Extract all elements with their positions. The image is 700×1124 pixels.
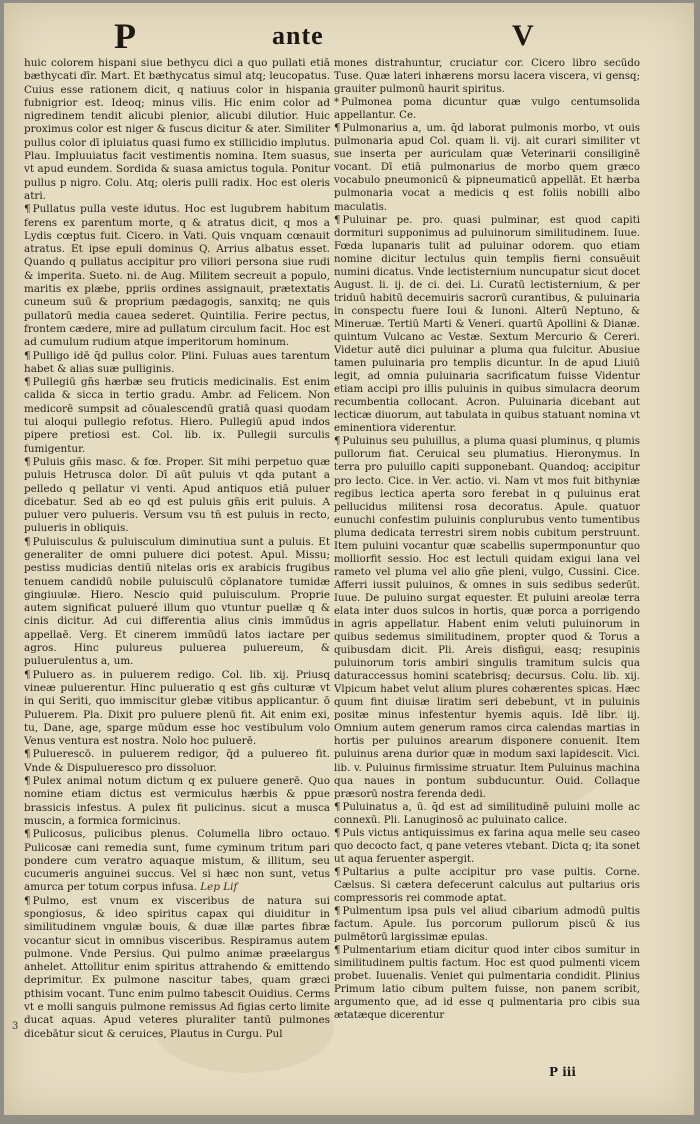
asterisk-icon: * [334,97,340,109]
handwritten-annotation: Lep Lif [200,881,238,894]
pilcrow-icon: ¶ [334,945,341,957]
entry-paragraph: ¶ Puluinatus a, ū. q̄d est ad similitudinē puluini molle ac connexū. Pli. Lanuginosō ac puluinato calice. [334,801,640,826]
header-letter-left: P [114,16,136,56]
pilcrow-icon: ¶ [24,349,31,362]
left-column [24,57,330,1041]
pilcrow-icon: ¶ [24,535,31,548]
entry-paragraph: ¶ Pulmonarius a, um. q̄d laborat pulmonis morbo, vt ouis pulmonaria apud Col. quam li. vij. ait curari similiter vt sue inserta per auriculam quæ Veterinarii consiliginē vocant. Dī etiā pulmonarius de morbo quem græco vocabulo pneumonicū & pipneumaticū appellāt. Et hærba pulmonaria vocat a medicis q est foliis nobilli albo maculatis. [334,123,640,213]
entry-paragraph: ¶ Pulicosus, pulicibus plenus. Columella libro octauo. Pulicosæ cani remedia sunt, fume cyminum tritum pari pondere cum veratro aquaque mistum, & illitum, seu cucumeris anguinei succus. Vel si hæc non sunt, vetus amurca per totum corpus infusa. Lep Lif [24,828,330,894]
header-word: ante [272,21,324,50]
entry-paragraph: ¶ Pultarius a pulte accipitur pro vase pultis. Corne. Cælsus. Si cætera defecerunt calculus aut pultarius oris compressoris rei commode aptat. [334,866,640,904]
pilcrow-icon: ¶ [24,748,31,761]
entry-paragraph: * Pulmonea poma dicuntur quæ vulgo centumsolida appellantur. Ce. [334,97,640,122]
entry-paragraph: ¶ Pulligo idē q̄d pullus color. Plini. Fuluas aues tarentum habet & alias suæ pulliginis. [24,349,330,375]
running-header [4,15,694,57]
pilcrow-icon: ¶ [24,894,31,907]
entry-paragraph: ¶ Pulmentum ipsa puls vel aliud cibarium admodū pultis factum. Apule. Ius porcorum pullorum piscū & ius pulmētorū largissimæ epulas. [334,906,640,944]
pilcrow-icon: ¶ [24,828,31,841]
pilcrow-icon: ¶ [24,668,31,681]
pilcrow-icon: ¶ [24,455,31,468]
pilcrow-icon: ¶ [334,801,341,813]
entry-paragraph: ¶ Puluis gn̄is masc. & fœ. Proper. Sit mihi perpetuo quæ puluis Hetrusca dolor. Dī aūt puluis vt qda putant a pelledo q pellatur vi venti. Apud antiquos etiā puluer dicebatur. Sed ab eo qd est puluis gn̄is erit puluis. A puluer vero pulueris. Versum vsu tn̄ est puluis in recto, pulueris in obliquis. [24,455,330,535]
entry-paragraph: ¶ Pulmo, est vnum ex visceribus de natura sui spongiosus, & ideo spiritus capax qui diuiditur in similitudinem vngulæ bouis, & duæ illæ partes fibræ vocantur sicut in omnibus visceribus. Respiramus autem pulmone. Vnde Persius. Qui pulmo animæ præelargus anhelet. Attollitur enim spiritus attrahendo & emittendo deprimitur. Ex pulmone nascitur tabes, quam græci pthisim vocant. Tunc enim pulmo tabescit Ouidius. Cerms vt e molli sanguis pulmone remissus Ad figias certo limite ducat aquas. Apud veteres pluraliter tantū pulmones dicebātur sicut & ceruices, Plautus in Curgu. Pul [24,894,330,1040]
entry-paragraph: ¶ Puluinar pe. pro. quasi pulminar, est quod capiti dormituri supponimus ad puluinorum similitudinem. Iuue. Fœda lupanaris tulit ad puluinar odorem. quo etiam nomine dicitur lectulus quin templis fierni consuēuit numini dicatus. Vnde lectisternium nuncupatur sicut docet August. li. ij. de ci. dei. Li. Curatū lectisternium, & per triduū habitū decemuiris sacrorū curantibus, & puluinaria in conspectu fuere Ioui & Iunoni. Alterū Neptuno, & Mineruæ. Tertiū Marti & Veneri. quartū Apollini & Dianæ. quintum Vulcano ac Vestæ. Sextum Mercurio & Cereri. Videtur autē dici puluinar a pluma qua fulcitur. Abusiue tamen puluinaria pro templis dicuntur. In de apud Liuiū legit, ad omnia puluinaria sacrificatum fuisse Videntur etiam accipi pro illis puluinis in quibus simulacra deorum recumbentia collocant. Acron. Puluinaria dicebant aut lecticæ diuorum, aut tabulata in quibus statuant nomina vt eminentiora viderentur. [334,214,640,435]
pilcrow-icon: ¶ [334,866,341,878]
entry-paragraph: ¶ Pulex animal notum dictum q ex puluere generē. Quo nomine etiam dictus est vermiculus hærbis & ppue brassicis infestus. A pulex fit pulicinus. sicut a musca muscin, a formica formicinus. [24,775,330,827]
margin-mark: 3 [12,1021,19,1032]
pilcrow-icon: ¶ [24,376,31,389]
pilcrow-icon: ¶ [24,775,31,788]
entry-paragraph: ¶ Puluero as. in puluerem redigo. Col. lib. xij. Priusq vineæ puluerentur. Hinc pulueratio q est gn̄s culturæ vt in qui Seriti, quo immiscitur glebæ vitibus applicantur. ō Puluerem. Pla. Dixit pro puluere plenū fit. Ait enim exi, tu, Dane, age, sparge mūdum esse hoc vestibulum volo Venus ventura est nostra. Nolo hoc puluerē. [24,668,330,748]
entry-paragraph: ¶ Pullatus pulla veste idutus. Hoc est lugubrem habitum ferens ex parentum morte, q & atratus dicit, q mos a Lydis cœptus fuit. Cicero. in Vati. Quis vnquam cœnauit atratus. Et ipse epuli dominus Q. Arrius albatus esset. Quando q pullatus accipitur pro viliori persona siue rudi & imperita. Sueto. ni. de Aug. Militem secreuit a populo, maritis ex plæbe, ppriis ordines assignauit, prætextatis cuneum suū & proprium pædagogis, sanxitq; ne quis pullatorū media cauea sederet. Quintilia. Ferire pectus, frontem cædere, mire ad pullatum circulum facit. Hoc est ad cumulum rudium atque imperitorum hominum. [24,203,330,349]
signature-mark: P iii [549,1065,576,1079]
entry-paragraph: ¶ Pulmentarium etiam dicitur quod inter cibos sumitur in similitudinem pultis factum. Hoc est quod pulmenti vicem probet. Iuuenalis. Veniet qui pulmentaria condidit. Plinius Primum latio cibum pultem fuisse, non panem scribit, argumento que, ad id esse q pulmentaria pro cibis sua ætatæque dicerentur [334,945,640,1022]
pilcrow-icon: ¶ [334,827,341,839]
entry-paragraph: ¶ Puls victus antiquissimus ex farina aqua melle seu caseo quo decocto fact, q pane veteres vtebant. Dicta q; ita sonet ut aqua feruenter aspergit. [334,827,640,865]
book-page [4,3,694,1115]
pilcrow-icon: ¶ [334,436,341,448]
entry-paragraph: ¶ Puluisculus & puluisculum diminutiua sunt a puluis. Et generaliter de omni puluere dici potest. Apul. Missu; pestiss mudicias dentiū nitelas oris ex arabicis frugibus tenuem candidū nobile puluisculū cōplanatore tumidæ gingiuulæ. Hiero. Nescio quid puluisculum. Proprie autem significat pulueré illum quo vtuntur puellæ q & cinis dicitur. Ad cui differentia alius cinis immūdus appellaē. Verg. Et cinerem immūdū latos iactare per agros. Hinc pulureus puluerea puluereum, & puluerulentus a, um. [24,535,330,668]
entry-paragraph: huic colorem hispani siue bethycu dici a quo pullati etiā bæthycati dīr. Mart. Et bæthycatus simul atq; leucopatus. Cuius esse rationem dicit, q natiuus color in hispania fubnigrior est. Ideoq; minus vilis. Hic enim color ad nigredinem tendit alicubi plenior, alicubi dilutior. Huic proximus color est niger & fuscus dicitur & ater. Similiter pullus color dī ipluiatus quasi fumo ex stillicidio implutus. Plau. Impluuiatus facit vestimentis nomina. Item suasus, vt apud eundem. Sordida & suasa amictus togula. Ponitur pullus p nigro. Colu. Atq; oleris pulli radix. Hoc est oleris atri. [24,57,330,202]
right-column [334,57,640,1022]
entry-paragraph: ¶ Puluinus seu puluillus, a pluma quasi pluminus, q plumis pullorum fiat. Ceruical seu plumatius. Hieronymus. In terra pro puluillo capiti supponebant. Quandoq; accipitur pro lecto. Cice. in Ver. actio. vi. Nam vt mos fuit bithyniæ regibus lectica aperta soro ferebat in q puluinus erat pellucidus militensi rosa decoratus. Apule. quatuor eunuchi confestim puluinis conplurubus vento tumentibus pluma dedicata terrestri sirem nobis cubitum perstruunt. Item puluini vocantur quæ scabellis supermponuntur quo molliorfit sessio. Hoc est lectuli quidam exigui lana vel rameto vel pluma vel alio gn̄e pleni, vulgo, Cussini. Cice. Afferri iussit puluinos, & omnes in suis sedibus sederūt. Iuue. De puluino surgat equester. Et puluini areolæ terra elata inter duos sulcos in hortis, quæ porca a porrigendo in agris appellatur. Habent enim veluti puluinorum in quibus sedemus similitudinem, propter quod & Torus a quibusdam dicit. Pli. Areis disfigui, easq; resupinis puluinorum toris ambiri singulis tramitum sulcis qua daturaccessus homini scatebrisq; decursus. Colu. lib. xij. Vlpicum habet velut alium plures cohærentes spicas. Hæc quum fint diuisæ liratim seri debebunt, vt in puluinis positæ minus infestentur hyemis aquis. Idē libr. iij. Omnium autem generum ramos circa calendas martias in hortis per puluinos arearum disponere conuenit. Item puluinus arena durior quæ in modum saxi lapidescit. Vici. lib. v. Puluinus firmissime struatur. Item Puluinus machina qua naues in pontum subducuntur. Ouid. Collaque præsorū nostra ferenda dedi. [334,436,640,800]
pilcrow-icon: ¶ [334,906,341,918]
entry-paragraph: ¶ Pullegiū gn̄s hærbæ seu fruticis medicinalis. Est enim calida & sicca in tertio gradu. Ambr. ad Felicem. Non medicorē sumpsit ad cōualescendū gratiā quasi quodam tui aloqui pullegio refotus. Hiero. Pullegiū apud indos pipere pretiosi est. Col. lib. ix. Pullegii surculis fumigentur. [24,376,330,455]
entry-paragraph: mones distrahuntur, cruciatur cor. Cicero libro secūdo Tuse. Quæ lateri inhærens morsu lacera viscera, vi gensq; grauiter pulmonū haurit spiritus. [334,58,640,96]
entry-paragraph: ¶ Puluerescō. in puluerem redigor, q̄d a puluereo fit. Vnde & Dispulueresco pro dissoluor. [24,748,330,774]
header-letter-right: V [512,19,534,52]
pilcrow-icon: ¶ [334,123,341,135]
pilcrow-icon: ¶ [334,214,341,226]
pilcrow-icon: ¶ [24,203,31,216]
